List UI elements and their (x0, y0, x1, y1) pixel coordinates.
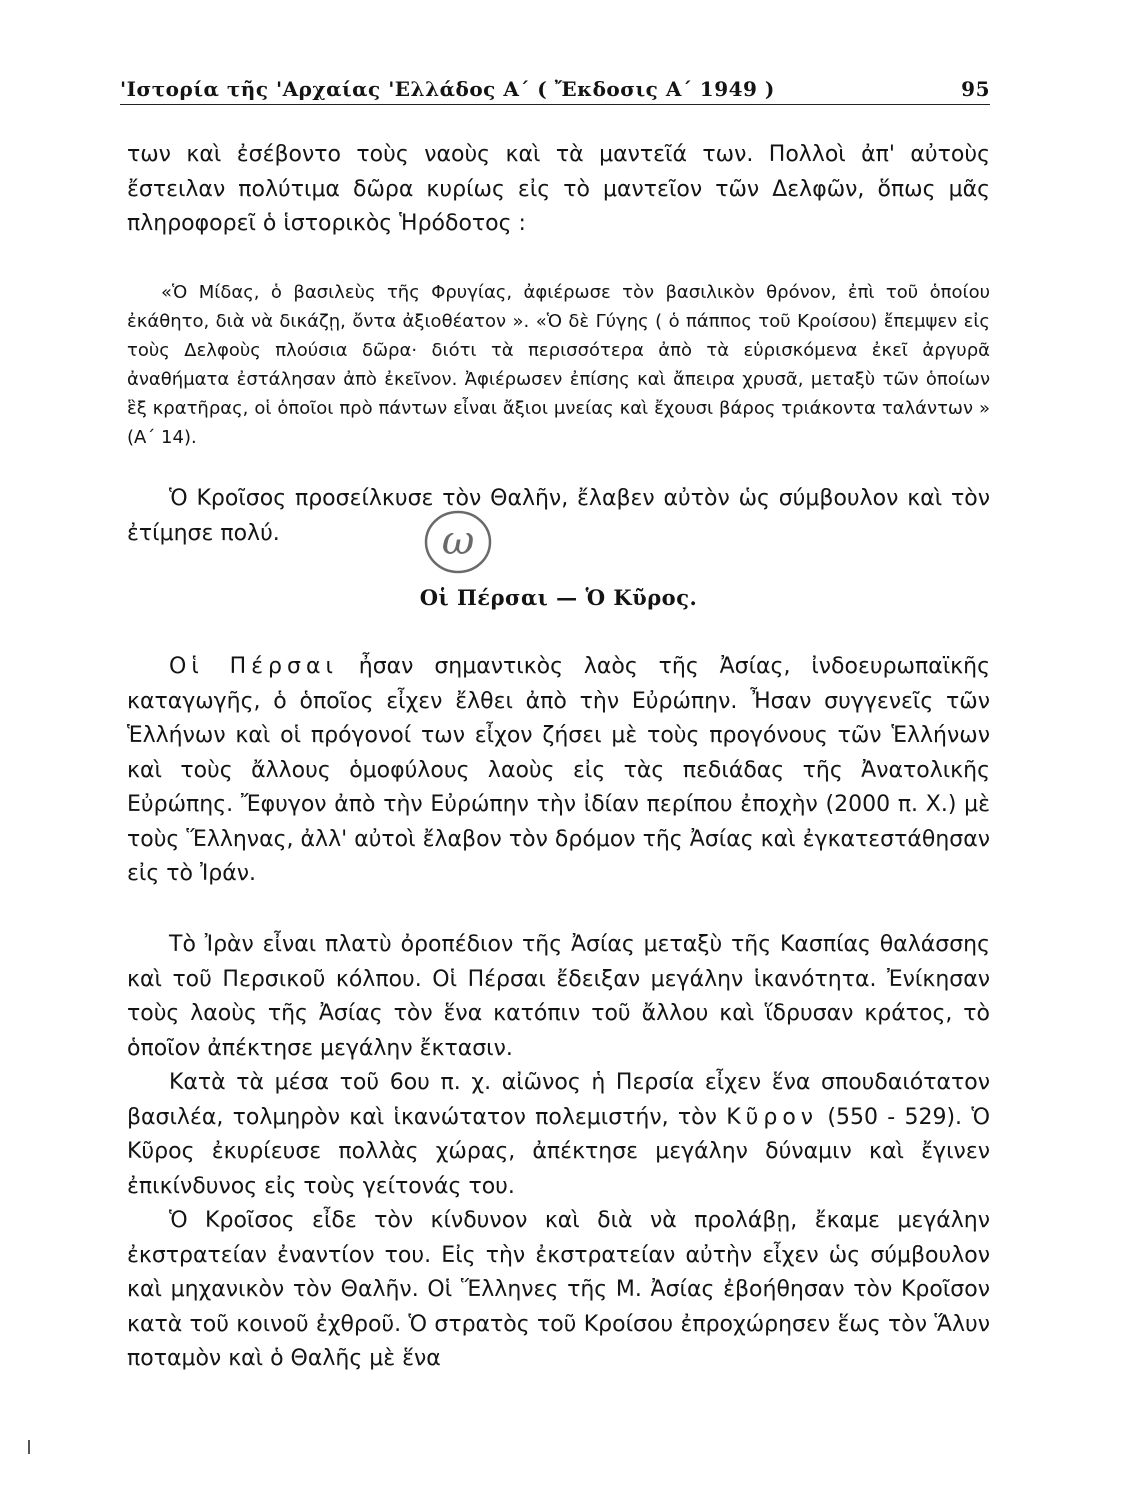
running-header (120, 77, 990, 101)
paragraph-iran: Τὸ Ἰρὰν εἶναι πλατὺ ὀροπέδιον τῆς Ἀσίας μεταξὺ τῆς Κασπίας θαλάσσης καὶ τοῦ Περσικοῦ κόλπου. Οἱ Πέρσαι ἔδειξαν μεγάλην ἱκανότητα. Ἐνίκησαν τοὺς λαοὺς τῆς Ἀσίας τὸν ἕνα κατόπιν τοῦ ἄλλου καὶ ἵδρυσαν κράτος, τὸ ὁποῖον ἀπέκτησε μεγάλην ἔκτασιν. (127, 932, 990, 1061)
cyrus-text-a: Κατὰ τὰ μέσα τοῦ 6ου π. χ. αἰῶνος ἡ Περσία εἶχεν ἕνα σπουδαιότατον βασιλέα, τολμηρὸν καὶ ἱκανώτατον πολεμιστήν, τὸν (127, 1070, 990, 1130)
persians-lead: Οἱ Πέρσαι (169, 654, 338, 679)
persians-text: ἦσαν σημαντικὸς λαὸς τῆς Ἀσίας, ἰνδοευρωπαϊκῆς καταγωγῆς, ὁ ὁποῖος εἶχεν ἔλθει ἀπὸ τὴν Εὐρώπην. Ἦσαν συγγενεῖς τῶν Ἑλλήνων καὶ οἱ πρόγονοί των εἶχον ζήσει μὲ τοὺς προγόνους τῶν Ἑλλήνων καὶ τοὺς ἄλλους ὁμοφύλους λαοὺς εἰς τὰς πεδιάδας τῆς Ἀνατολικῆς Εὐρώπης. Ἔφυγον ἀπὸ τὴν Εὐρώπην τὴν ἰδίαν περίπου ἐποχὴν (2000 π. Χ.) μὲ τοὺς Ἕλληνας, ἀλλ' αὐτοὶ ἔλαβον τὸν δρόμον τῆς Ἀσίας καὶ ἐγκατεστάθησαν εἰς τὸ Ἰράν. (127, 654, 990, 886)
paragraph-campaign: Ὁ Κροῖσος εἶδε τὸν κίνδυνον καὶ διὰ νὰ προλάβῃ, ἔκαμε μεγάλην ἐκστρατείαν ἐναντίον του. Εἰς τὴν ἐκστρατείαν αὐτὴν εἶχεν ὡς σύμβουλον καὶ μηχανικὸν τὸν Θαλῆν. Οἱ Ἕλληνες τῆς Μ. Ἀσίας ἐβοήθησαν τὸν Κροῖσον κατὰ τοῦ κοινοῦ ἐχθροῦ. Ὁ στρατὸς τοῦ Κροίσου ἐπροχώρησεν ἕως τὸν Ἅλυν ποταμὸν καὶ ὁ Θαλῆς μὲ ἕνα (127, 1208, 990, 1371)
stamp-monogram: ω (441, 518, 475, 564)
scan-mark (28, 1440, 30, 1454)
running-title: 'Ιστορία τῆς 'Αρχαίας 'Ελλάδος Α΄ ( Ἔκδοσις Α΄ 1949 ) (120, 77, 775, 101)
library-stamp (418, 502, 498, 582)
paragraph-croesus-thales: Ὁ Κροῖσος προσείλκυσε τὸν Θαλῆν, ἔλαβεν αὐτὸν ὡς σύμβουλον καὶ τὸν ἐτίμησε πολύ. (127, 486, 990, 546)
cyrus-name: Κῦρον (726, 1104, 819, 1130)
page-number: 95 (961, 77, 990, 101)
header-rule (120, 104, 990, 105)
paragraph-cyrus (127, 1066, 990, 1204)
herodotus-quote: «Ὁ Μίδας, ὁ βασιλεὺς τῆς Φρυγίας, ἀφιέρωσε τὸν βασιλικὸν θρόνον, ἐπὶ τοῦ ὁποίου ἐκάθητο, διὰ νὰ δικάζῃ, ὄντα ἀξιοθέατον ». «Ὁ δὲ Γύγης ( ὁ πάππος τοῦ Κροίσου) ἔπεμψεν εἰς τοὺς Δελφοὺς πλούσια δῶρα· διότι τὰ περισσότερα ἀπὸ τὰ εὑρισκόμενα ἐκεῖ ἀργυρᾶ ἀναθήματα ἐστάλησαν ἀπὸ ἐκεῖνον. Ἀφιέρωσεν ἐπίσης καὶ ἄπειρα χρυσᾶ, μεταξὺ τῶν ὁποίων ἓξ κρατῆρας, οἱ ὁποῖοι πρὸ πάντων εἶναι ἄξιοι μνείας καὶ ἔχουσι βάρος τριάκοντα ταλάντων » (Α΄ 14). (127, 282, 990, 448)
section-title: Οἱ Πέρσαι — Ὁ Κῦρος. (419, 585, 698, 610)
cyrus-text-b: (550 - 529). Ὁ Κῦρος ἐκυρίευσε πολλὰς χώρας, ἀπέκτησε μεγάλην δύναμιν καὶ ἔγινεν ἐπικίνδυνος εἰς τοὺς γείτονάς του. (127, 1104, 990, 1199)
paragraph-persians (127, 650, 990, 892)
paragraph-continuation: των καὶ ἐσέβοντο τοὺς ναοὺς καὶ τὰ μαντεῖά των. Πολλοὶ ἀπ' αὐτοὺς ἔστειλαν πολύτιμα δῶρα κυρίως εἰς τὸ μαντεῖον τῶν Δελφῶν, ὅπως μᾶς πληροφορεῖ ὁ ἱστορικὸς Ἡρόδοτος : (127, 142, 990, 236)
